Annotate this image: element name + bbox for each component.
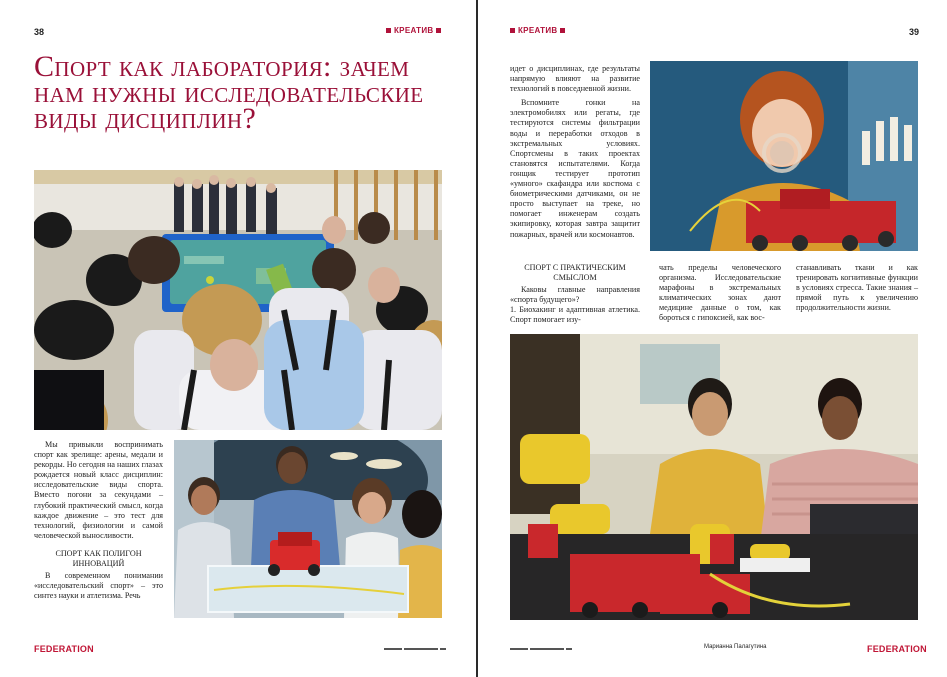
page-number-left: 38 [34,27,45,37]
list-item-biohacking: 1. Биохакинг и адаптивная атлетика. Спорт помогает изу- [510,305,640,325]
square-bullet-icon [510,28,515,33]
footer-brand-left: FEDERATION [34,644,94,654]
text-column-2 [659,263,781,324]
page-number-right: 39 [909,27,920,37]
kids-building-robots-photo [510,334,918,620]
classroom-robotics-photo [34,170,442,430]
section-tag-label: КРЕАТИВ [394,26,434,35]
right-page [478,0,947,677]
paragraph-organism: чать пределы человеческого организма. Исследовательские марафоны в экстремальных климатических зонах дают медицине данные о том, как бороться с гипоксией, как вос- [659,263,781,323]
footer-decor-bars-right [510,648,572,650]
paragraph-racing: Вспомните гонки на электромобилях или регаты, где тестируются системы фильтрации воды и переработки отходов в экстремальных условиях. Спортсмены в таких проектах становятся испытателями. Когда гонщик тестирует прототип «умного» скафандра или костюма с биометрическими датчиками, он не просто выступает на треке, но помогает инженерам создать экипировку, которая завтра защитит пожарных, врачей или космонавтов. [510,98,640,239]
footer-author: Марианна Палагутина [704,644,767,650]
section-tag-right [510,26,565,35]
footer-decor-bars-left [384,648,446,650]
square-bullet-icon [560,28,565,33]
intro-paragraph: Мы привыкли воспринимать спорт как зрелище: арены, медали и рекорды. Но сегодня на наших глазах рождается новый класс дисциплин: исследовательские виды спорта. Вместо погони за секундами – глубокий практический смысл, когда каждое движение – это тест для технологий, физиологии и самой человеческой выносливости. [34,440,163,540]
body-paragraph-left: В современном понимании «исследовательский спорт» – это синтез науки и атлетизма. Речь [34,570,163,601]
section-tag-label: КРЕАТИВ [518,26,558,35]
subhead-innovation: СПОРТ КАК ПОЛИГОН ИННОВАЦИЙ [55,548,142,568]
footer-brand-right: FEDERATION [867,644,927,654]
teacher-kids-robot-photo [174,440,442,618]
paragraph-directions: Каковы главные направления «спорта будущего»? [510,285,640,305]
paragraph-continued: идет о дисциплинах, где результаты напрямую влияют на развитие технологий в повседневной жизни. [510,64,640,94]
section-tag-left [386,26,441,35]
article-headline: Спорт как лаборатория: зачем нам нужны исследовательские виды дисциплин? [34,50,424,135]
boy-with-robot-photo [650,61,918,251]
text-column-3 [796,263,918,313]
subhead-practical: СПОРТ С ПРАКТИЧЕСКИМ СМЫСЛОМ [524,263,626,282]
paragraph-recovery: станавливать ткани и как тренировать когнитивные функции в условиях стресса. Такие знания – прямой путь к увеличению продолжительности жизни. [796,263,918,313]
square-bullet-icon [386,28,391,33]
text-column-1 [510,64,640,240]
intro-column [34,440,163,601]
text-column-1b [510,263,640,325]
square-bullet-icon [436,28,441,33]
